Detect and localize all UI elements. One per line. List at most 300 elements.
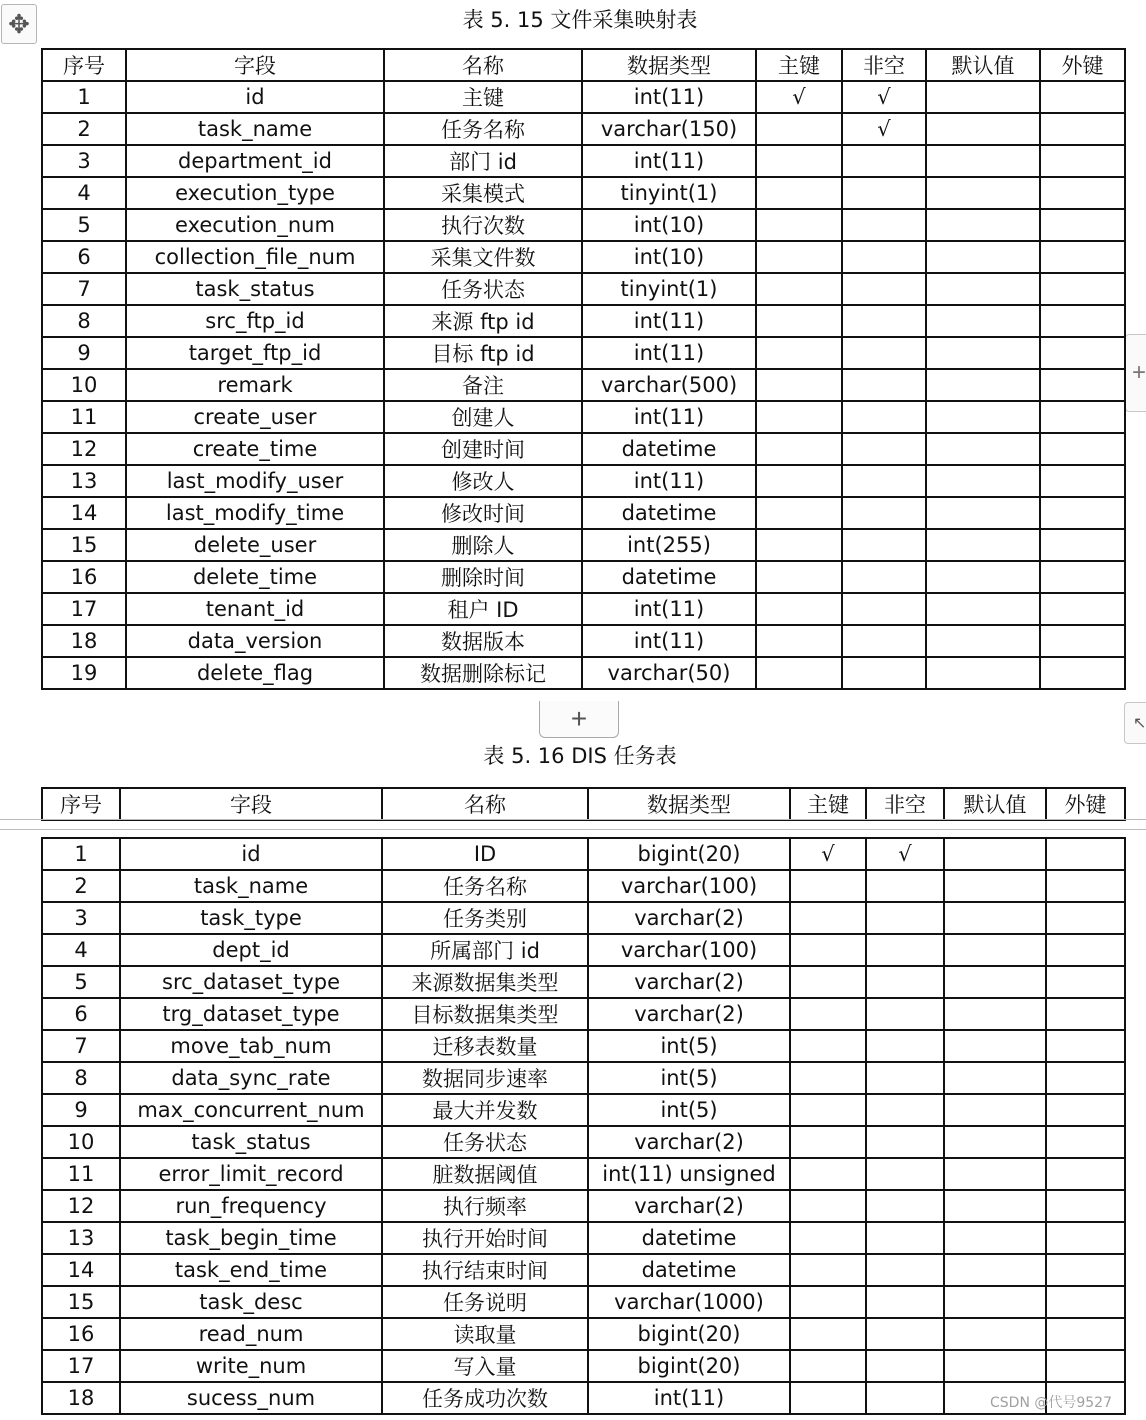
cell-name[interactable]: 数据同步速率 <box>382 1062 588 1094</box>
cell-foreign-key[interactable] <box>1040 401 1125 433</box>
cell-default[interactable] <box>944 1286 1046 1318</box>
cell-field[interactable]: task_end_time <box>120 1254 382 1286</box>
cell-name[interactable]: 备注 <box>384 369 582 401</box>
cell-field[interactable]: delete_user <box>126 529 384 561</box>
cell-field[interactable]: delete_time <box>126 561 384 593</box>
cell-default[interactable] <box>944 966 1046 998</box>
cell-primary-key[interactable] <box>790 1158 866 1190</box>
cell-name[interactable]: 来源 ftp id <box>384 305 582 337</box>
cell-foreign-key[interactable] <box>1040 113 1125 145</box>
cell-name[interactable]: 创建时间 <box>384 433 582 465</box>
cell-not-null[interactable] <box>866 1222 944 1254</box>
cell-name[interactable]: 数据版本 <box>384 625 582 657</box>
cell-field[interactable]: dept_id <box>120 934 382 966</box>
cell-name[interactable]: 所属部门 id <box>382 934 588 966</box>
cell-foreign-key[interactable] <box>1046 966 1125 998</box>
cell-field[interactable]: task_desc <box>120 1286 382 1318</box>
table-row <box>42 998 1125 1030</box>
cell-foreign-key[interactable] <box>1046 998 1125 1030</box>
cell-field[interactable]: execution_num <box>126 209 384 241</box>
cell-foreign-key[interactable] <box>1040 177 1125 209</box>
cell-datatype[interactable]: varchar(2) <box>588 998 790 1030</box>
cell-default[interactable] <box>926 465 1040 497</box>
cell-name[interactable]: 任务名称 <box>384 113 582 145</box>
cell-default[interactable] <box>944 934 1046 966</box>
cell-not-null[interactable]: √ <box>866 838 944 870</box>
cell-not-null[interactable] <box>842 529 926 561</box>
cell-default[interactable] <box>944 1254 1046 1286</box>
cell-no[interactable]: 12 <box>42 1190 120 1222</box>
cell-foreign-key[interactable] <box>1046 1254 1125 1286</box>
cell-no[interactable]: 3 <box>42 145 126 177</box>
cell-no[interactable]: 8 <box>42 1062 120 1094</box>
cell-field[interactable]: create_time <box>126 433 384 465</box>
cell-not-null[interactable] <box>842 625 926 657</box>
cell-primary-key[interactable] <box>756 625 842 657</box>
cell-name[interactable]: 迁移表数量 <box>382 1030 588 1062</box>
cell-name[interactable]: 部门 id <box>384 145 582 177</box>
cell-not-null[interactable] <box>842 337 926 369</box>
cell-foreign-key[interactable] <box>1040 241 1125 273</box>
cell-primary-key[interactable] <box>790 1382 866 1414</box>
cell-not-null[interactable] <box>866 934 944 966</box>
cell-no[interactable]: 1 <box>42 838 120 870</box>
cell-field[interactable]: task_status <box>126 273 384 305</box>
cell-foreign-key[interactable] <box>1040 561 1125 593</box>
cell-datatype[interactable]: tinyint(1) <box>582 273 756 305</box>
cell-name[interactable]: 修改人 <box>384 465 582 497</box>
cell-primary-key[interactable] <box>756 337 842 369</box>
cell-name[interactable]: 采集文件数 <box>384 241 582 273</box>
cell-field[interactable]: error_limit_record <box>120 1158 382 1190</box>
cell-primary-key[interactable] <box>756 145 842 177</box>
table-move-handle-icon[interactable]: ✥ <box>1 4 37 44</box>
cell-not-null[interactable]: √ <box>842 113 926 145</box>
cell-field[interactable]: max_concurrent_num <box>120 1094 382 1126</box>
cell-field[interactable]: task_status <box>120 1126 382 1158</box>
cell-default[interactable] <box>944 1190 1046 1222</box>
cell-datatype[interactable]: int(11) unsigned <box>588 1158 790 1190</box>
cell-foreign-key[interactable] <box>1046 1126 1125 1158</box>
cell-default[interactable] <box>926 145 1040 177</box>
cell-name[interactable]: 执行结束时间 <box>382 1254 588 1286</box>
cell-name[interactable]: 数据删除标记 <box>384 657 582 689</box>
cell-name[interactable]: 删除时间 <box>384 561 582 593</box>
cell-default[interactable] <box>944 1158 1046 1190</box>
cell-name[interactable]: 执行次数 <box>384 209 582 241</box>
cell-foreign-key[interactable] <box>1046 1062 1125 1094</box>
cell-default[interactable] <box>944 870 1046 902</box>
cell-default[interactable] <box>926 113 1040 145</box>
cell-no[interactable]: 9 <box>42 1094 120 1126</box>
cell-field[interactable]: write_num <box>120 1350 382 1382</box>
add-column-button[interactable]: + <box>1125 334 1146 412</box>
cell-datatype[interactable]: varchar(2) <box>588 1190 790 1222</box>
cell-datatype[interactable]: bigint(20) <box>588 1350 790 1382</box>
cell-datatype[interactable]: int(11) <box>582 625 756 657</box>
cell-default[interactable] <box>944 838 1046 870</box>
cell-field[interactable]: create_user <box>126 401 384 433</box>
cell-name[interactable]: 写入量 <box>382 1350 588 1382</box>
cell-datatype[interactable]: varchar(2) <box>588 902 790 934</box>
cell-not-null[interactable] <box>842 305 926 337</box>
cell-not-null[interactable] <box>842 145 926 177</box>
cell-not-null[interactable] <box>866 1382 944 1414</box>
cell-primary-key[interactable] <box>790 1286 866 1318</box>
cell-not-null[interactable] <box>866 998 944 1030</box>
cell-no[interactable]: 13 <box>42 465 126 497</box>
cell-foreign-key[interactable] <box>1046 934 1125 966</box>
cell-foreign-key[interactable] <box>1040 81 1125 113</box>
cell-no[interactable]: 16 <box>42 561 126 593</box>
cell-field[interactable]: run_frequency <box>120 1190 382 1222</box>
cell-no[interactable]: 9 <box>42 337 126 369</box>
cell-no[interactable]: 5 <box>42 209 126 241</box>
file-collection-mapping-table <box>41 48 1126 690</box>
cell-default[interactable] <box>926 561 1040 593</box>
cell-foreign-key[interactable] <box>1046 1318 1125 1350</box>
cell-not-null[interactable] <box>866 1190 944 1222</box>
cell-datatype[interactable]: int(11) <box>582 145 756 177</box>
cell-datatype[interactable]: int(11) <box>582 305 756 337</box>
cell-default[interactable] <box>926 177 1040 209</box>
cell-name[interactable]: ID <box>382 838 588 870</box>
cell-field[interactable]: task_name <box>126 113 384 145</box>
cell-not-null[interactable] <box>842 177 926 209</box>
cell-datatype[interactable]: int(11) <box>582 593 756 625</box>
cell-primary-key[interactable] <box>756 177 842 209</box>
cell-field[interactable]: last_modify_user <box>126 465 384 497</box>
cell-primary-key[interactable] <box>790 998 866 1030</box>
cell-datatype[interactable]: bigint(20) <box>588 1318 790 1350</box>
cell-primary-key[interactable] <box>790 966 866 998</box>
cell-foreign-key[interactable] <box>1040 497 1125 529</box>
cell-no[interactable]: 14 <box>42 1254 120 1286</box>
cell-field[interactable]: remark <box>126 369 384 401</box>
cell-primary-key[interactable] <box>756 241 842 273</box>
cell-foreign-key[interactable] <box>1040 305 1125 337</box>
cell-no[interactable]: 5 <box>42 966 120 998</box>
cell-datatype[interactable]: datetime <box>588 1222 790 1254</box>
cell-foreign-key[interactable] <box>1040 369 1125 401</box>
cell-default[interactable] <box>926 657 1040 689</box>
cell-not-null[interactable] <box>842 241 926 273</box>
cell-field[interactable]: department_id <box>126 145 384 177</box>
cell-primary-key[interactable] <box>790 870 866 902</box>
cell-not-null[interactable] <box>866 1158 944 1190</box>
cell-field[interactable]: trg_dataset_type <box>120 998 382 1030</box>
cell-primary-key[interactable]: √ <box>756 81 842 113</box>
cell-foreign-key[interactable] <box>1040 433 1125 465</box>
cell-field[interactable]: data_sync_rate <box>120 1062 382 1094</box>
cell-foreign-key[interactable] <box>1040 465 1125 497</box>
cell-name[interactable]: 任务说明 <box>382 1286 588 1318</box>
cell-name[interactable]: 任务状态 <box>382 1126 588 1158</box>
cell-primary-key[interactable] <box>790 902 866 934</box>
cell-no[interactable]: 17 <box>42 593 126 625</box>
cell-field[interactable]: tenant_id <box>126 593 384 625</box>
cell-datatype[interactable]: int(10) <box>582 241 756 273</box>
cell-primary-key[interactable] <box>756 305 842 337</box>
cell-datatype[interactable]: varchar(100) <box>588 870 790 902</box>
cell-field[interactable]: id <box>120 838 382 870</box>
cell-foreign-key[interactable] <box>1046 902 1125 934</box>
cell-name[interactable]: 目标 ftp id <box>384 337 582 369</box>
cell-no[interactable]: 12 <box>42 433 126 465</box>
cell-primary-key[interactable] <box>756 433 842 465</box>
cell-primary-key[interactable] <box>790 1030 866 1062</box>
cell-field[interactable]: execution_type <box>126 177 384 209</box>
cell-not-null[interactable] <box>842 593 926 625</box>
cell-field[interactable]: src_ftp_id <box>126 305 384 337</box>
cell-datatype[interactable]: datetime <box>582 433 756 465</box>
cell-primary-key[interactable] <box>790 934 866 966</box>
cell-primary-key[interactable] <box>790 1126 866 1158</box>
cell-no[interactable]: 4 <box>42 177 126 209</box>
cell-default[interactable] <box>926 369 1040 401</box>
cell-not-null[interactable] <box>866 1286 944 1318</box>
cell-field[interactable]: task_type <box>120 902 382 934</box>
cell-default[interactable] <box>944 1094 1046 1126</box>
cell-primary-key[interactable] <box>790 1254 866 1286</box>
cell-not-null[interactable] <box>842 401 926 433</box>
cell-no[interactable]: 11 <box>42 401 126 433</box>
cell-no[interactable]: 11 <box>42 1158 120 1190</box>
cell-datatype[interactable]: tinyint(1) <box>582 177 756 209</box>
cell-field[interactable]: task_begin_time <box>120 1222 382 1254</box>
resize-corner-icon[interactable]: ↖ <box>1124 702 1146 744</box>
cell-field[interactable]: delete_flag <box>126 657 384 689</box>
cell-default[interactable] <box>926 593 1040 625</box>
cell-primary-key[interactable]: √ <box>790 838 866 870</box>
cell-default[interactable] <box>944 1350 1046 1382</box>
cell-datatype[interactable]: int(10) <box>582 209 756 241</box>
cell-no[interactable]: 18 <box>42 1382 120 1414</box>
cell-no[interactable]: 13 <box>42 1222 120 1254</box>
cell-primary-key[interactable] <box>756 273 842 305</box>
cell-not-null[interactable] <box>842 561 926 593</box>
cell-no[interactable]: 6 <box>42 998 120 1030</box>
cell-name[interactable]: 读取量 <box>382 1318 588 1350</box>
cell-field[interactable]: id <box>126 81 384 113</box>
cell-not-null[interactable] <box>866 902 944 934</box>
cell-primary-key[interactable] <box>756 497 842 529</box>
cell-datatype[interactable]: int(11) <box>582 337 756 369</box>
cell-foreign-key[interactable] <box>1046 1030 1125 1062</box>
cell-datatype[interactable]: varchar(2) <box>588 966 790 998</box>
cell-not-null[interactable] <box>842 465 926 497</box>
cell-datatype[interactable]: int(255) <box>582 529 756 561</box>
cell-no[interactable]: 19 <box>42 657 126 689</box>
cell-foreign-key[interactable] <box>1046 1350 1125 1382</box>
cell-datatype[interactable]: varchar(50) <box>582 657 756 689</box>
cell-no[interactable]: 17 <box>42 1350 120 1382</box>
cell-name[interactable]: 修改时间 <box>384 497 582 529</box>
cell-foreign-key[interactable] <box>1046 1190 1125 1222</box>
cell-no[interactable]: 8 <box>42 305 126 337</box>
cell-foreign-key[interactable] <box>1046 1158 1125 1190</box>
cell-name[interactable]: 任务名称 <box>382 870 588 902</box>
cell-datatype[interactable]: datetime <box>582 561 756 593</box>
cell-foreign-key[interactable] <box>1040 145 1125 177</box>
cell-name[interactable]: 任务状态 <box>384 273 582 305</box>
cell-default[interactable] <box>944 1222 1046 1254</box>
cell-not-null[interactable] <box>842 209 926 241</box>
cell-name[interactable]: 执行开始时间 <box>382 1222 588 1254</box>
cell-not-null[interactable] <box>842 497 926 529</box>
cell-no[interactable]: 2 <box>42 870 120 902</box>
cell-not-null[interactable] <box>866 1126 944 1158</box>
cell-no[interactable]: 7 <box>42 273 126 305</box>
cell-default[interactable] <box>926 433 1040 465</box>
cell-not-null[interactable] <box>866 1030 944 1062</box>
cell-default[interactable] <box>926 497 1040 529</box>
cell-datatype[interactable]: int(11) <box>588 1382 790 1414</box>
cell-not-null[interactable] <box>842 657 926 689</box>
cell-primary-key[interactable] <box>790 1062 866 1094</box>
cell-name[interactable]: 执行频率 <box>382 1190 588 1222</box>
cell-primary-key[interactable] <box>756 113 842 145</box>
cell-foreign-key[interactable] <box>1040 593 1125 625</box>
cell-default[interactable] <box>944 1062 1046 1094</box>
cell-default[interactable] <box>926 209 1040 241</box>
cell-datatype[interactable]: int(5) <box>588 1062 790 1094</box>
cell-no[interactable]: 18 <box>42 625 126 657</box>
cell-default[interactable] <box>944 1030 1046 1062</box>
cell-datatype[interactable]: int(11) <box>582 465 756 497</box>
cell-primary-key[interactable] <box>756 209 842 241</box>
cell-primary-key[interactable] <box>790 1222 866 1254</box>
cell-default[interactable] <box>944 1126 1046 1158</box>
cell-no[interactable]: 2 <box>42 113 126 145</box>
cell-default[interactable] <box>926 81 1040 113</box>
cell-name[interactable]: 脏数据阈值 <box>382 1158 588 1190</box>
cell-no[interactable]: 15 <box>42 529 126 561</box>
cell-foreign-key[interactable] <box>1040 657 1125 689</box>
cell-datatype[interactable]: varchar(100) <box>588 934 790 966</box>
cell-primary-key[interactable] <box>790 1318 866 1350</box>
cell-foreign-key[interactable] <box>1046 1222 1125 1254</box>
cell-not-null[interactable] <box>842 369 926 401</box>
cell-primary-key[interactable] <box>756 401 842 433</box>
cell-not-null[interactable] <box>842 273 926 305</box>
cell-field[interactable]: task_name <box>120 870 382 902</box>
cell-field[interactable]: collection_file_num <box>126 241 384 273</box>
cell-no[interactable]: 10 <box>42 369 126 401</box>
cell-name[interactable]: 任务成功次数 <box>382 1382 588 1414</box>
cell-not-null[interactable] <box>866 1062 944 1094</box>
cell-field[interactable]: src_dataset_type <box>120 966 382 998</box>
cell-datatype[interactable]: varchar(150) <box>582 113 756 145</box>
cell-foreign-key[interactable] <box>1040 337 1125 369</box>
cell-field[interactable]: read_num <box>120 1318 382 1350</box>
cell-no[interactable]: 10 <box>42 1126 120 1158</box>
cell-not-null[interactable] <box>866 1094 944 1126</box>
cell-datatype[interactable]: varchar(500) <box>582 369 756 401</box>
cell-default[interactable] <box>926 529 1040 561</box>
cell-default[interactable] <box>926 241 1040 273</box>
cell-default[interactable] <box>926 401 1040 433</box>
cell-name[interactable]: 最大并发数 <box>382 1094 588 1126</box>
cell-field[interactable]: data_version <box>126 625 384 657</box>
cell-no[interactable]: 1 <box>42 81 126 113</box>
cell-foreign-key[interactable] <box>1040 209 1125 241</box>
cell-no[interactable]: 4 <box>42 934 120 966</box>
cell-no[interactable]: 15 <box>42 1286 120 1318</box>
cell-foreign-key[interactable] <box>1046 1286 1125 1318</box>
cell-foreign-key[interactable] <box>1040 625 1125 657</box>
cell-no[interactable]: 6 <box>42 241 126 273</box>
cell-no[interactable]: 3 <box>42 902 120 934</box>
cell-datatype[interactable]: datetime <box>582 497 756 529</box>
cell-default[interactable] <box>944 1318 1046 1350</box>
cell-default[interactable] <box>926 625 1040 657</box>
cell-foreign-key[interactable] <box>1046 870 1125 902</box>
cell-no[interactable]: 14 <box>42 497 126 529</box>
cell-primary-key[interactable] <box>790 1094 866 1126</box>
cell-field[interactable]: sucess_num <box>120 1382 382 1414</box>
cell-not-null[interactable] <box>866 1318 944 1350</box>
cell-name[interactable]: 采集模式 <box>384 177 582 209</box>
cell-default[interactable] <box>944 902 1046 934</box>
cell-foreign-key[interactable] <box>1046 838 1125 870</box>
cell-field[interactable]: move_tab_num <box>120 1030 382 1062</box>
cell-default[interactable] <box>944 998 1046 1030</box>
cell-default[interactable] <box>926 273 1040 305</box>
cell-no[interactable]: 7 <box>42 1030 120 1062</box>
cell-not-null[interactable] <box>866 966 944 998</box>
cell-datatype[interactable]: int(5) <box>588 1030 790 1062</box>
cell-primary-key[interactable] <box>790 1190 866 1222</box>
cell-foreign-key[interactable] <box>1040 273 1125 305</box>
cell-datatype[interactable]: varchar(2) <box>588 1126 790 1158</box>
cell-name[interactable]: 删除人 <box>384 529 582 561</box>
cell-name[interactable]: 主键 <box>384 81 582 113</box>
cell-primary-key[interactable] <box>756 561 842 593</box>
cell-name[interactable]: 来源数据集类型 <box>382 966 588 998</box>
cell-not-null[interactable] <box>866 1350 944 1382</box>
cell-default[interactable] <box>926 305 1040 337</box>
cell-primary-key[interactable] <box>790 1350 866 1382</box>
cell-foreign-key[interactable] <box>1046 1094 1125 1126</box>
cell-datatype[interactable]: int(11) <box>582 81 756 113</box>
cell-not-null[interactable] <box>866 1254 944 1286</box>
cell-primary-key[interactable] <box>756 529 842 561</box>
cell-datatype[interactable]: datetime <box>588 1254 790 1286</box>
cell-default[interactable] <box>926 337 1040 369</box>
cell-primary-key[interactable] <box>756 593 842 625</box>
cell-primary-key[interactable] <box>756 369 842 401</box>
cell-datatype[interactable]: varchar(1000) <box>588 1286 790 1318</box>
cell-name[interactable]: 任务类别 <box>382 902 588 934</box>
add-row-button[interactable]: + <box>539 701 619 738</box>
cell-no[interactable]: 16 <box>42 1318 120 1350</box>
cell-primary-key[interactable] <box>756 465 842 497</box>
cell-not-null[interactable] <box>842 433 926 465</box>
cell-not-null[interactable]: √ <box>842 81 926 113</box>
cell-primary-key[interactable] <box>756 657 842 689</box>
cell-name[interactable]: 目标数据集类型 <box>382 998 588 1030</box>
cell-not-null[interactable] <box>866 870 944 902</box>
cell-field[interactable]: target_ftp_id <box>126 337 384 369</box>
cell-name[interactable]: 租户 ID <box>384 593 582 625</box>
cell-name[interactable]: 创建人 <box>384 401 582 433</box>
cell-foreign-key[interactable] <box>1040 529 1125 561</box>
cell-datatype[interactable]: int(5) <box>588 1094 790 1126</box>
cell-datatype[interactable]: int(11) <box>582 401 756 433</box>
cell-field[interactable]: last_modify_time <box>126 497 384 529</box>
cell-datatype[interactable]: bigint(20) <box>588 838 790 870</box>
